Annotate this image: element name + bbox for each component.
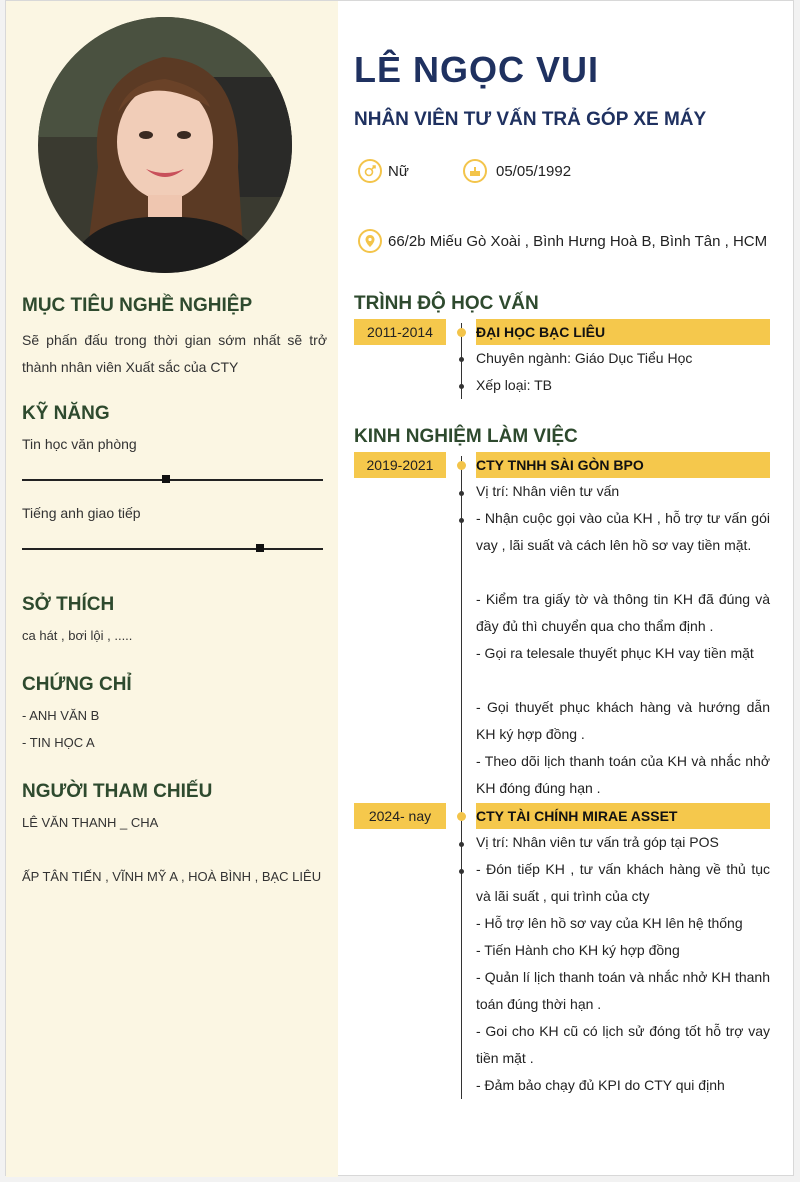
certificates-heading: CHỨNG CHỈ bbox=[22, 674, 132, 695]
bullet-dot bbox=[459, 491, 464, 496]
birthday-cake-icon bbox=[463, 159, 487, 183]
education-grade: Xếp loại: TB bbox=[476, 377, 553, 393]
experience-heading: KINH NGHIỆM LÀM VIỆC bbox=[354, 426, 578, 447]
location-icon bbox=[358, 229, 382, 253]
job-detail: - Gọi thuyết phục khách hàng và hướng dẫn KH ký hợp đồng . bbox=[476, 699, 770, 742]
company-name: CTY TNHH SÀI GÒN BPO bbox=[476, 452, 770, 478]
job-detail: - Nhận cuộc gọi vào của KH , hỗ trợ tư vấn gói vay , lãi suất và cách lên hồ sơ vay tiền mặt. bbox=[476, 510, 770, 553]
job-detail: - Hỗ trợ lên hồ sơ vay của KH lên hệ thống bbox=[476, 915, 743, 931]
certificate-item: - ANH VĂN B bbox=[22, 708, 100, 723]
reference-name: LÊ VĂN THANH _ CHA bbox=[22, 815, 159, 830]
skill-meter bbox=[22, 479, 323, 481]
bullet-dot bbox=[459, 357, 464, 362]
skill-level-marker bbox=[162, 475, 170, 483]
bullet-dot bbox=[459, 869, 464, 874]
hobbies-heading: SỞ THÍCH bbox=[22, 594, 115, 615]
timeline-dot bbox=[457, 461, 466, 470]
sidebar bbox=[6, 1, 338, 1177]
skill-meter bbox=[22, 548, 323, 550]
education-period: 2011-2014 bbox=[354, 319, 446, 345]
job-detail: - Theo dõi lịch thanh toán của KH và nhắc nhở KH đóng đúng hạn . bbox=[476, 753, 770, 796]
avatar bbox=[38, 17, 292, 273]
company-name: CTY TÀI CHÍNH MIRAE ASSET bbox=[476, 803, 770, 829]
job-detail: - Quản lí lịch thanh toán và nhắc nhở KH thanh toán đúng thời hạn . bbox=[476, 969, 770, 1012]
full-name: LÊ NGỌC VUI bbox=[354, 49, 600, 90]
school-name: ĐẠI HỌC BẠC LIÊU bbox=[476, 319, 770, 345]
birthday-value: 05/05/1992 bbox=[496, 163, 572, 180]
skill-label: Tin học văn phòng bbox=[22, 436, 137, 452]
address-value: 66/2b Miếu Gò Xoài , Bình Hưng Hoà B, Bình Tân , HCM bbox=[388, 233, 768, 250]
gender-value: Nữ bbox=[388, 163, 409, 180]
job-detail: - Goi cho KH cũ có lịch sử đóng tốt hỗ trợ vay tiền mặt . bbox=[476, 1023, 770, 1066]
hobbies-text: ca hát , bơi lội , ..... bbox=[22, 628, 133, 643]
job-detail: Vị trí: Nhân viên tư vấn trả góp tại POS bbox=[476, 834, 719, 850]
certificate-item: - TIN HỌC A bbox=[22, 735, 95, 750]
skills-heading: KỸ NĂNG bbox=[22, 403, 110, 424]
experience-period: 2024- nay bbox=[354, 803, 446, 829]
bullet-dot bbox=[459, 842, 464, 847]
job-detail: - Đảm bảo chạy đủ KPI do CTY qui định bbox=[476, 1077, 725, 1093]
education-heading: TRÌNH ĐỘ HỌC VẤN bbox=[354, 293, 539, 314]
references-heading: NGƯỜI THAM CHIẾU bbox=[22, 781, 213, 802]
bullet-dot bbox=[459, 518, 464, 523]
job-detail: - Tiến Hành cho KH ký hợp đồng bbox=[476, 942, 680, 958]
timeline-dot bbox=[457, 812, 466, 821]
timeline-dot bbox=[457, 328, 466, 337]
bullet-dot bbox=[459, 384, 464, 389]
job-detail: - Gọi ra telesale thuyết phục KH vay tiền mặt bbox=[476, 645, 754, 661]
job-title: NHÂN VIÊN TƯ VẤN TRẢ GÓP XE MÁY bbox=[354, 109, 707, 130]
job-detail: - Kiểm tra giấy tờ và thông tin KH đã đúng và đầy đủ thì chuyển qua cho thẩm định . bbox=[476, 591, 770, 634]
job-detail: Vị trí: Nhân viên tư vấn bbox=[476, 483, 620, 499]
job-detail: - Đón tiếp KH , tư vấn khách hàng về thủ tục và lãi suất , qui trình của cty bbox=[476, 861, 770, 904]
education-major: Chuyên ngành: Giáo Dục Tiểu Học bbox=[476, 350, 693, 366]
cv-page bbox=[5, 0, 794, 1176]
reference-address: ẤP TÂN TIẾN , VĨNH MỸ A , HOÀ BÌNH , BẠC LIÊU bbox=[22, 869, 322, 884]
experience-period: 2019-2021 bbox=[354, 452, 446, 478]
skill-level-marker bbox=[256, 544, 264, 552]
objective-text: Sẽ phấn đấu trong thời gian sớm nhất sẽ trở thành nhân viên Xuất sắc của CTY bbox=[22, 332, 327, 375]
objective-heading: MỤC TIÊU NGHỀ NGHIỆP bbox=[22, 295, 253, 316]
avatar-photo bbox=[38, 17, 292, 273]
experience-timeline bbox=[461, 456, 462, 1099]
gender-icon bbox=[358, 159, 382, 183]
skill-label: Tiếng anh giao tiếp bbox=[22, 505, 141, 521]
